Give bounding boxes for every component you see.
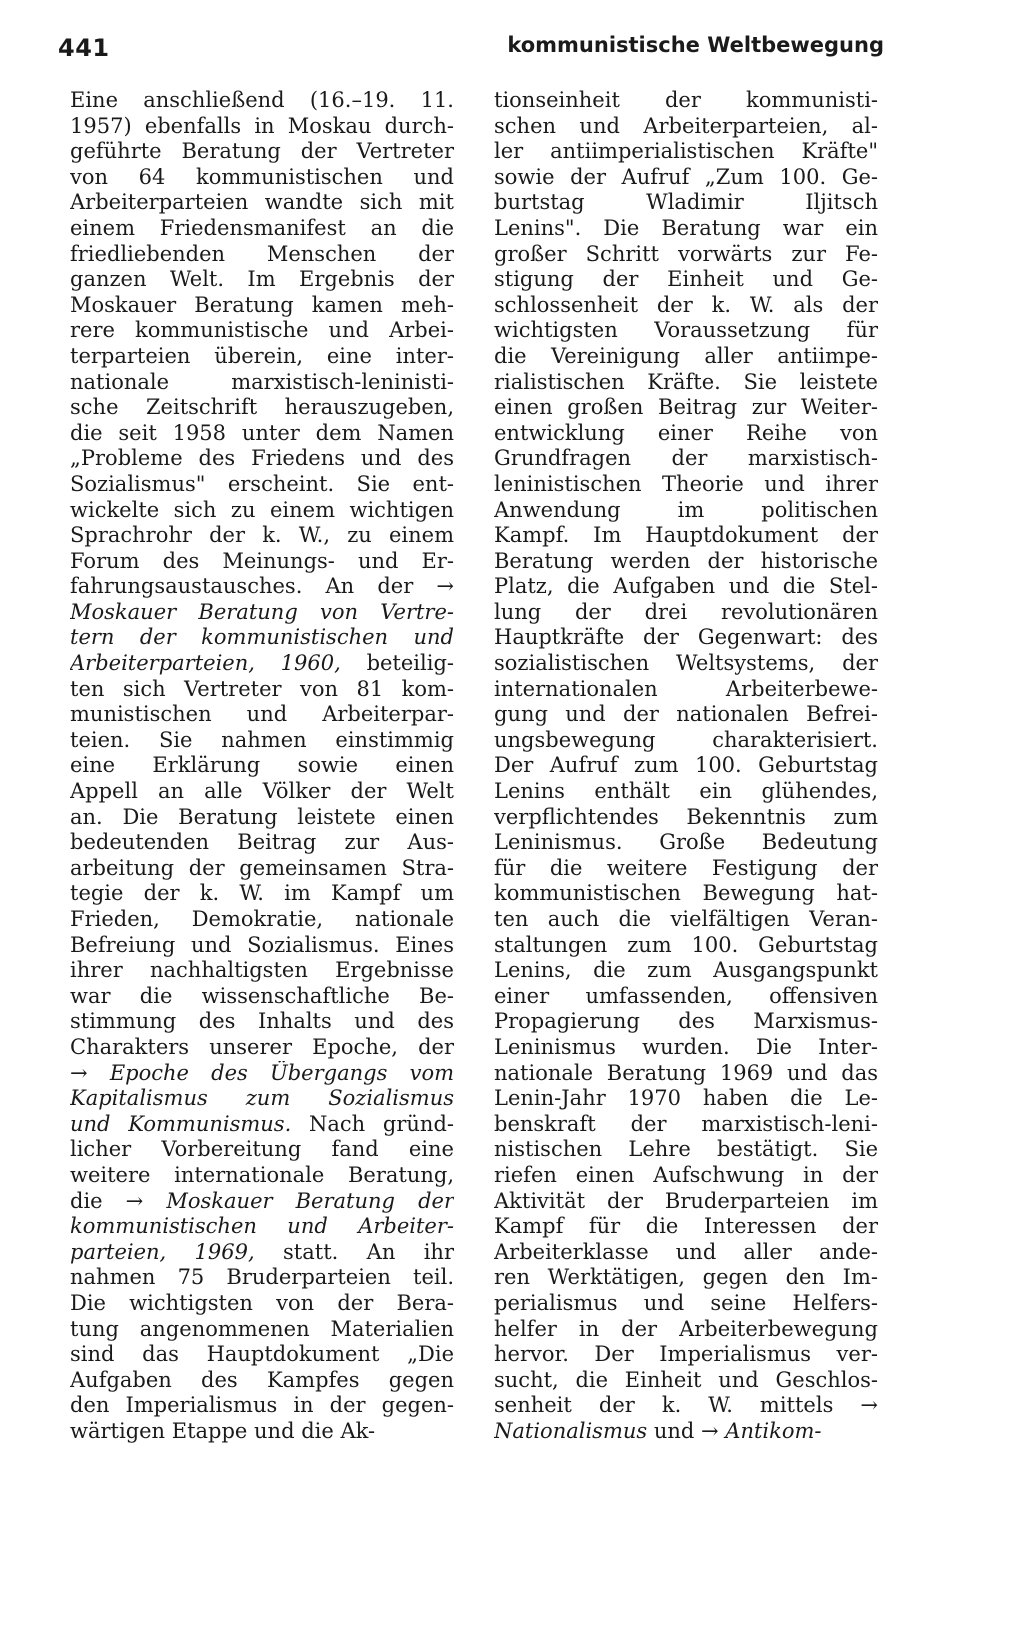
line-text: Leninismus. Große Bedeutung <box>494 830 878 855</box>
line-text: nationale marxistisch-leninisti- <box>70 369 454 394</box>
line-text: perialismus und seine Helfers- <box>494 1290 878 1315</box>
line-text: Eine anschließend (16.–19. 11. <box>70 88 454 112</box>
line-text: burtstag Wladimir Iljitsch <box>494 190 878 215</box>
text-line <box>70 574 454 600</box>
text-line <box>494 139 878 165</box>
text-line <box>70 907 454 933</box>
line-text: licher Vorbereitung fand eine <box>70 1137 454 1162</box>
line-text: ihrer nachhaltigsten Ergebnisse <box>70 958 454 983</box>
line-text: „Probleme des Friedens und des <box>70 446 454 471</box>
text-line <box>494 805 878 831</box>
line-text: ten sich Vertreter von 81 kom- <box>70 676 454 701</box>
line-text: ungsbewegung charakterisiert. <box>494 727 878 752</box>
line-text: Die wichtigsten von der Bera- <box>70 1290 454 1315</box>
line-text: großer Schritt vorwärts zur Fe- <box>494 241 878 266</box>
text-line <box>70 318 454 344</box>
text-line <box>494 984 878 1010</box>
text-line <box>70 1265 454 1291</box>
line-text: war die wissenschaftliche Be- <box>70 983 454 1008</box>
line-text: Charakters unserer Epoche, der <box>70 1034 454 1059</box>
line-text: tegie der k. W. im Kampf um <box>70 881 454 906</box>
text-line <box>494 702 878 728</box>
text-line <box>494 318 878 344</box>
text-line <box>494 1214 878 1240</box>
line-text: Beratung werden der historische <box>494 548 878 573</box>
line-text: terparteien überein, eine inter- <box>70 343 454 368</box>
text-line <box>494 242 878 268</box>
text-line <box>494 1086 878 1112</box>
text-line <box>494 1393 878 1419</box>
text-line <box>494 1137 878 1163</box>
text-line <box>70 1368 454 1394</box>
line-text: Sozialismus" erscheint. Sie ent- <box>70 471 454 496</box>
line-text: 1957) ebenfalls in Moskau durch- <box>70 113 454 138</box>
line-text: Sprachrohr der k. W., zu einem <box>70 523 454 548</box>
line-text-continued: Nach gründ- <box>291 1111 454 1136</box>
text-line <box>70 1189 454 1215</box>
text-line <box>70 1086 454 1112</box>
text-line <box>494 267 878 293</box>
text-line <box>494 753 878 779</box>
line-text: tionseinheit der kommunisti- <box>494 88 878 112</box>
text-line <box>494 1035 878 1061</box>
text-line <box>494 933 878 959</box>
text-line <box>494 1265 878 1291</box>
line-text: Arbeiterparteien wandte sich mit <box>70 190 454 215</box>
text-line <box>494 1368 878 1394</box>
line-text: nationale Beratung 1969 und das <box>494 1060 878 1085</box>
line-text: benskraft der marxistisch-leni- <box>494 1111 878 1136</box>
line-text: Lenins enthält ein glühendes, <box>494 779 878 804</box>
line-text: Kampf für die Interessen der <box>494 1214 878 1239</box>
line-text: helfer in der Arbeiterbewegung <box>494 1316 878 1341</box>
line-text: Nationalismus <box>494 1418 648 1443</box>
line-text: Propagierung des Marxismus- <box>494 1009 878 1034</box>
text-line <box>494 856 878 882</box>
text-line <box>70 1393 454 1419</box>
line-text: Platz, die Aufgaben und die Stel- <box>494 574 878 599</box>
text-line <box>70 1137 454 1163</box>
line-text: und Kommunismus. <box>70 1111 292 1136</box>
text-line <box>494 446 878 472</box>
line-text: nahmen 75 Bruderparteien teil. <box>70 1265 454 1290</box>
text-line <box>70 344 454 370</box>
line-text: sowie der Aufruf „Zum 100. Ge- <box>494 164 878 189</box>
line-text: fahrungsaustausches. An der → <box>70 574 454 599</box>
text-line <box>70 1163 454 1189</box>
line-text: die seit 1958 unter dem Namen <box>70 420 454 445</box>
text-line <box>70 395 454 421</box>
line-text: ler antiimperialistischen Kräfte" <box>494 139 878 164</box>
line-text: gung und der nationalen Befrei- <box>494 702 878 727</box>
text-line <box>70 88 454 114</box>
text-line <box>494 1061 878 1087</box>
text-line <box>70 677 454 703</box>
line-text: Moskauer Beratung von Vertre- <box>70 599 454 624</box>
text-line <box>494 574 878 600</box>
text-line <box>70 856 454 882</box>
text-line <box>494 1419 878 1445</box>
text-line <box>70 1112 454 1138</box>
line-text: wichtigsten Voraussetzung für <box>494 318 878 343</box>
line-text-continued: beteilig- <box>340 651 454 676</box>
text-line <box>494 907 878 933</box>
line-text: schlossenheit der k. W. als der <box>494 292 878 317</box>
line-text: an. Die Beratung leistete einen <box>70 804 454 829</box>
line-text: schen und Arbeiterparteien, al- <box>494 113 878 138</box>
line-text: Der Aufruf zum 100. Geburtstag <box>494 753 878 778</box>
line-text: nistischen Lehre bestätigt. Sie <box>494 1137 878 1162</box>
line-text: sucht, die Einheit und Geschlos- <box>494 1367 878 1392</box>
text-line <box>70 1009 454 1035</box>
text-line <box>70 498 454 524</box>
text-line <box>494 1189 878 1215</box>
line-text: lung der drei revolutionären <box>494 599 878 624</box>
text-line <box>70 114 454 140</box>
line-text-italic: Epoche des Übergangs vom <box>109 1060 454 1085</box>
text-line <box>70 523 454 549</box>
text-line <box>494 1112 878 1138</box>
text-line <box>494 523 878 549</box>
line-text: Appell an alle Völker der Welt <box>70 779 454 804</box>
line-text: rialistischen Kräfte. Sie leistete <box>494 369 878 394</box>
text-line <box>494 1240 878 1266</box>
line-text: Moskauer Beratung kamen meh- <box>70 292 454 317</box>
line-text: eine Erklärung sowie einen <box>70 753 454 778</box>
text-line <box>70 984 454 1010</box>
line-text: einer umfassenden, offensiven <box>494 983 878 1008</box>
text-line <box>494 549 878 575</box>
line-text: tung angenommenen Materialien <box>70 1316 454 1341</box>
line-text-continued: und → <box>647 1418 726 1443</box>
line-text: Aktivität der Bruderparteien im <box>494 1188 878 1213</box>
text-line <box>70 805 454 831</box>
text-line <box>70 1214 454 1240</box>
line-text: geführte Beratung der Vertreter <box>70 139 454 164</box>
line-text: Leninismus wurden. Die Inter- <box>494 1034 878 1059</box>
text-line <box>494 88 878 114</box>
text-line <box>494 1317 878 1343</box>
text-line <box>70 1317 454 1343</box>
line-text: entwicklung einer Reihe von <box>494 420 878 445</box>
line-text: bedeutenden Beitrag zur Aus- <box>70 830 454 855</box>
line-text: Arbeiterklasse und aller ande- <box>494 1239 878 1264</box>
line-text: Anwendung im politischen <box>494 497 878 522</box>
text-line <box>70 958 454 984</box>
text-line <box>494 625 878 651</box>
line-text: stigung der Einheit und Ge- <box>494 267 878 292</box>
text-line <box>70 190 454 216</box>
line-text: munistischen und Arbeiterpar- <box>70 702 454 727</box>
text-line <box>494 421 878 447</box>
text-line <box>70 753 454 779</box>
line-text: einen großen Beitrag zur Weiter- <box>494 395 878 420</box>
line-text: staltungen zum 100. Geburtstag <box>494 932 878 957</box>
line-text: hervor. Der Imperialismus ver- <box>494 1342 878 1367</box>
line-text: die Vereinigung aller antiimpe- <box>494 343 878 368</box>
text-line <box>494 1342 878 1368</box>
text-line <box>70 728 454 754</box>
line-text: weitere internationale Beratung, <box>70 1162 454 1187</box>
line-text: Kampf. Im Hauptdokument der <box>494 523 878 548</box>
text-line <box>70 216 454 242</box>
text-line <box>494 1163 878 1189</box>
line-text: Befreiung und Sozialismus. Eines <box>70 932 454 957</box>
line-text: ren Werktätigen, gegen den Im- <box>494 1265 878 1290</box>
text-line <box>70 139 454 165</box>
text-line <box>494 472 878 498</box>
text-line <box>494 216 878 242</box>
text-line <box>70 1061 454 1087</box>
line-text: ten auch die vielfältigen Veran- <box>494 907 878 931</box>
text-line <box>494 498 878 524</box>
line-text: sind das Hauptdokument „Die <box>70 1342 454 1367</box>
line-text: Aufgaben des Kampfes gegen <box>70 1367 454 1392</box>
text-line <box>494 779 878 805</box>
text-line <box>494 293 878 319</box>
line-text: wickelte sich zu einem wichtigen <box>70 497 454 522</box>
text-line <box>70 472 454 498</box>
text-line <box>70 933 454 959</box>
line-text: rere kommunistische und Arbei- <box>70 318 454 343</box>
text-line <box>70 881 454 907</box>
line-text: friedliebenden Menschen der <box>70 241 454 266</box>
line-text: sozialistischen Weltsystems, der <box>494 651 878 676</box>
line-text-italic: Antikom- <box>725 1418 822 1443</box>
text-line <box>494 344 878 370</box>
text-line <box>70 830 454 856</box>
line-text: von 64 kommunistischen und <box>70 164 454 189</box>
text-line <box>494 395 878 421</box>
text-line <box>70 1240 454 1266</box>
text-line <box>494 190 878 216</box>
line-text: ganzen Welt. Im Ergebnis der <box>70 267 454 292</box>
line-text: verpflichtendes Bekenntnis zum <box>494 804 878 829</box>
line-text: Frieden, Demokratie, nationale <box>70 907 454 931</box>
text-line <box>494 728 878 754</box>
text-line <box>70 549 454 575</box>
line-text: senheit der k. W. mittels → <box>494 1393 878 1418</box>
line-text: leninistischen Theorie und ihrer <box>494 471 878 496</box>
line-text: die → <box>70 1188 167 1213</box>
running-head: kommunistische Weltbewegung <box>507 33 884 57</box>
text-line <box>70 242 454 268</box>
text-line <box>494 1009 878 1035</box>
line-text: → <box>70 1060 110 1085</box>
line-text: tern der kommunistischen und <box>70 625 454 650</box>
line-text: arbeitung der gemeinsamen Stra- <box>70 855 454 880</box>
text-line <box>494 958 878 984</box>
text-line <box>70 293 454 319</box>
line-text: parteien, 1969, <box>70 1239 255 1264</box>
text-line <box>494 600 878 626</box>
line-text: internationalen Arbeiterbewe- <box>494 676 878 701</box>
text-line <box>70 779 454 805</box>
text-line <box>70 421 454 447</box>
line-text: Lenins". Die Beratung war ein <box>494 215 878 240</box>
text-line <box>70 651 454 677</box>
line-text: Arbeiterparteien, 1960, <box>70 651 341 676</box>
text-line <box>70 1291 454 1317</box>
text-line <box>70 600 454 626</box>
line-text: Hauptkräfte der Gegenwart: des <box>494 625 878 650</box>
text-line <box>70 625 454 651</box>
line-text: stimmung des Inhalts und des <box>70 1009 454 1034</box>
text-line <box>494 881 878 907</box>
text-line <box>70 1419 454 1445</box>
line-text: einem Friedensmanifest an die <box>70 215 454 240</box>
left-column <box>70 88 454 1444</box>
text-line <box>70 267 454 293</box>
text-line <box>494 651 878 677</box>
line-text: kommunistischen und Arbeiter- <box>70 1214 454 1239</box>
text-line <box>70 702 454 728</box>
text-line <box>70 165 454 191</box>
line-text: riefen einen Aufschwung in der <box>494 1162 878 1187</box>
line-text: teien. Sie nahmen einstimmig <box>70 727 454 752</box>
line-text: den Imperialismus in der gegen- <box>70 1393 454 1418</box>
line-text: sche Zeitschrift herauszugeben, <box>70 395 454 420</box>
line-text-continued: statt. An ihr <box>254 1239 454 1264</box>
line-text: Lenins, die zum Ausgangspunkt <box>494 958 878 983</box>
line-text: Lenin-Jahr 1970 haben die Le- <box>494 1086 878 1111</box>
line-text: Grundfragen der marxistisch- <box>494 446 878 471</box>
text-line <box>70 446 454 472</box>
text-line <box>70 1342 454 1368</box>
line-text-italic: Moskauer Beratung der <box>166 1188 454 1213</box>
text-line <box>70 370 454 396</box>
text-line <box>494 1291 878 1317</box>
line-text: kommunistischen Bewegung hat- <box>494 881 878 906</box>
line-text: für die weitere Festigung der <box>494 855 878 880</box>
page-number: 441 <box>58 34 110 62</box>
text-line <box>70 1035 454 1061</box>
line-text: Kapitalismus zum Sozialismus <box>70 1086 454 1111</box>
text-line <box>494 114 878 140</box>
text-line <box>494 165 878 191</box>
text-line <box>494 677 878 703</box>
text-line <box>494 370 878 396</box>
line-text: wärtigen Etappe und die Ak- <box>70 1418 376 1443</box>
line-text: Forum des Meinungs- und Er- <box>70 548 454 573</box>
right-column <box>494 88 878 1444</box>
text-line <box>494 830 878 856</box>
